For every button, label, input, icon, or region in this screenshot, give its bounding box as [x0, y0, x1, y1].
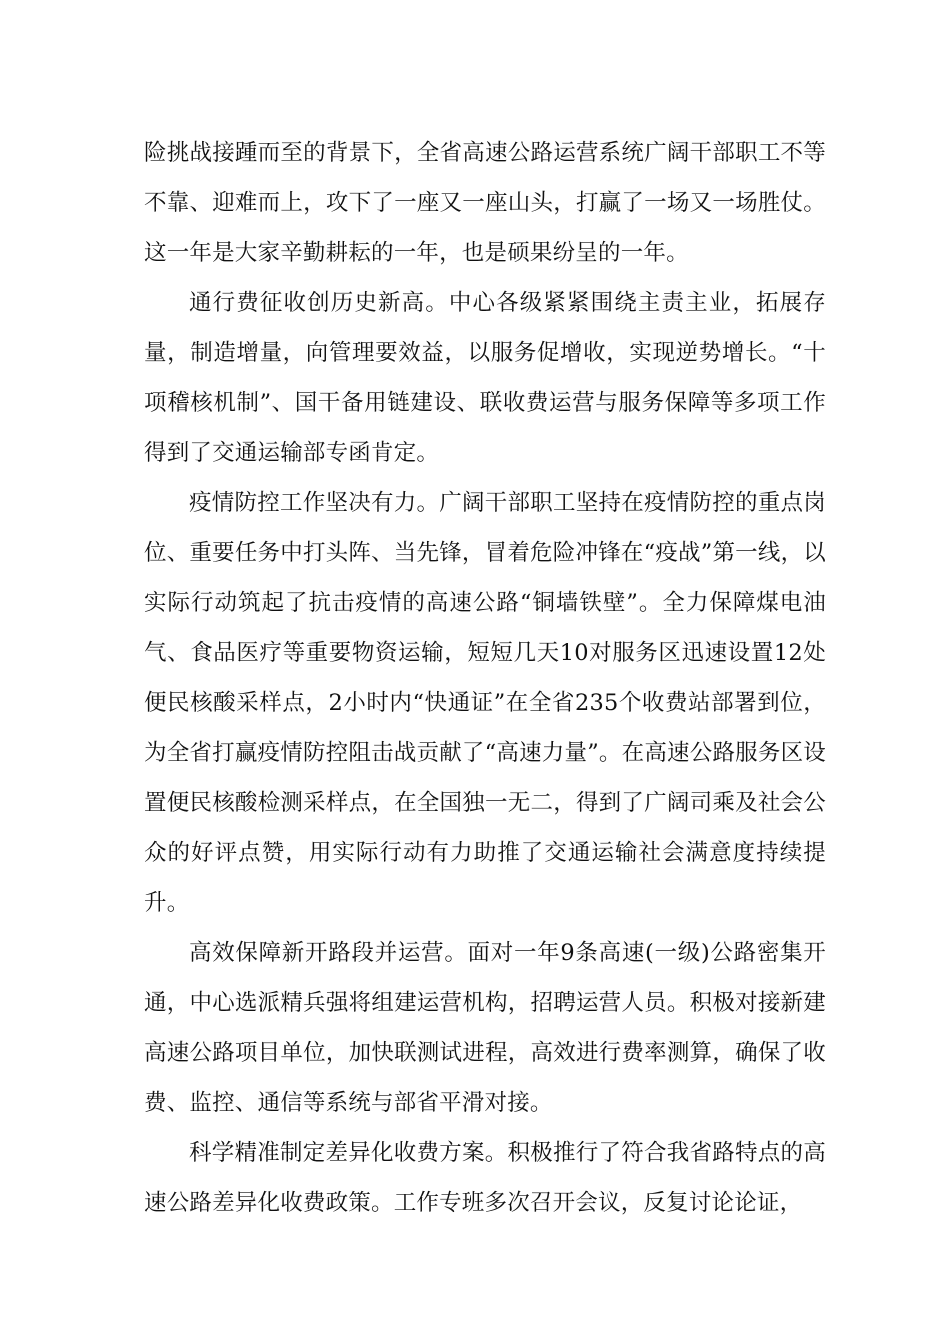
paragraph-toll-revenue: 通行费征收创历史新高。中心各级紧紧围绕主责主业，拓展存量，制造增量，向管理要效益，以服务促增收，实现逆势增长。“十项稽核机制”、国干备用链建设、联收费运营与服务保障等多项工作得到了交通运输部专函肯定。	[144, 290, 826, 466]
paragraph-continued: 险挑战接踵而至的背景下，全省高速公路运营系统广阔干部职工不等不靠、迎难而上，攻下了一座又一座山头，打赢了一场又一场胜仗。这一年是大家辛勤耕耘的一年，也是硕果纷呈的一年。	[144, 140, 826, 266]
paragraph-epidemic-control: 疫情防控工作坚决有力。广阔干部职工坚持在疫情防控的重点岗位、重要任务中打头阵、当先锋，冒着危险冲锋在“疫战”第一线，以实际行动筑起了抗击疫情的高速公路“铜墙铁壁”。全力保障煤电油气、食品医疗等重要物资运输，短短几天10对服务区迅速设置12处便民核酸采样点，2小时内“快通证”在全省235个收费站部署到位，为全省打赢疫情防控阻击战贡献了“高速力量”。在高速公路服务区设置便民核酸检测采样点，在全国独一无二，得到了广阔司乘及社会公众的好评点赞，用实际行动有力助推了交通运输社会满意度持续提升。	[144, 490, 826, 916]
document-body	[144, 128, 826, 1228]
paragraph-differentiated-tolls: 科学精准制定差异化收费方案。积极推行了符合我省路特点的高速公路差异化收费政策。工作专班多次召开会议，反复讨论论证，	[144, 1140, 826, 1216]
paragraph-new-road-sections: 高效保障新开路段并运营。面对一年9条高速(一级)公路密集开通，中心选派精兵强将组建运营机构，招聘运营人员。积极对接新建高速公路项目单位，加快联测试进程，高效进行费率测算，确保了收费、监控、通信等系统与部省平滑对接。	[144, 940, 826, 1116]
